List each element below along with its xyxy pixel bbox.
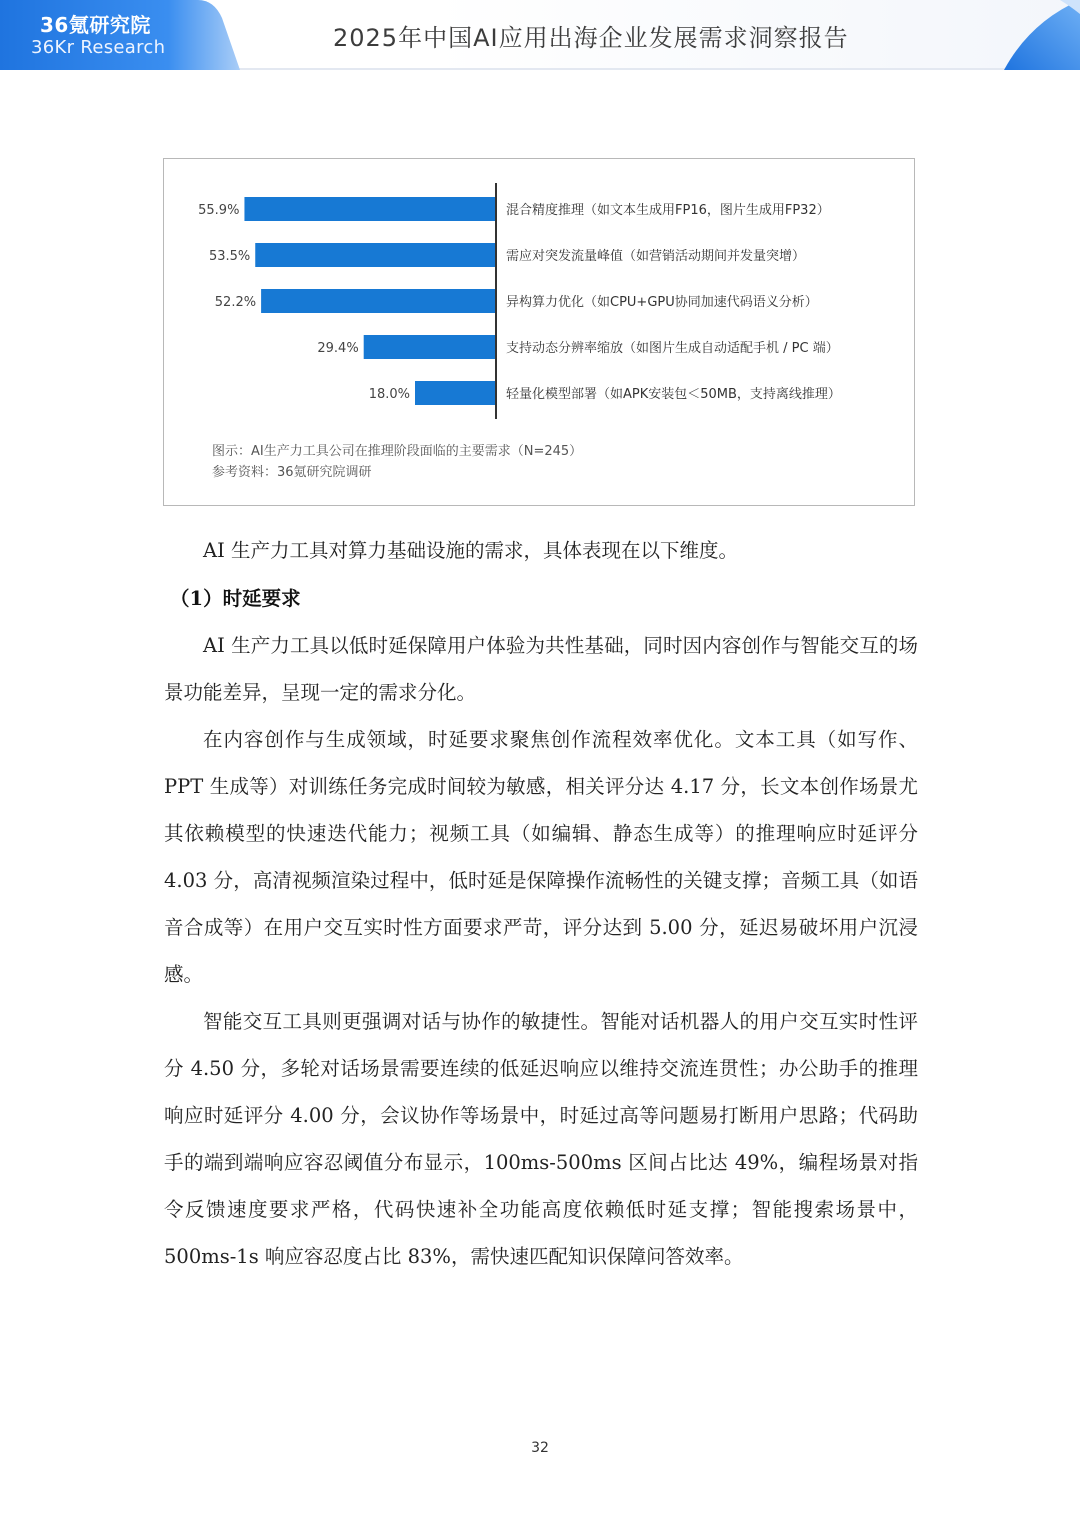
- bar-value-label: 53.5%: [208, 249, 251, 264]
- section-heading: （1）时延要求: [170, 587, 301, 610]
- intro-paragraph-block: [164, 527, 918, 574]
- body-paragraph: 智能交互工具则更强调对话与协作的敏捷性。智能对话机器人的用户交互实时性评分 4.50 分，多轮对话场景需要连续的低延迟响应以维持交流连贯性；办公助手的推理响应时延评分 4.00 分，会议协作等场景中，时延过高等问题易打断用户思路；代码助手的端到端响应容忍阈值分布显示，100ms-500ms 区间占比达 49%，编程场景对指令反馈速度要求严格，代码快速补全功能高度依赖低时延支撑；智能搜索场景中，500ms-1s 响应容忍度占比 83%，需快速匹配知识保障问答效率。: [164, 1010, 918, 1268]
- bar-category-label: 需应对突发流量峰值（如营销活动期间并发量突增）: [506, 249, 806, 264]
- brand-name-cn: 36氪研究院: [40, 13, 151, 37]
- report-title: 2025年中国AI应用出海企业发展需求洞察报告: [333, 24, 849, 52]
- chart-bar: [255, 243, 496, 267]
- body-paragraph: AI 生产力工具以低时延保障用户体验为共性基础，同时因内容创作与智能交互的场景功能差异，呈现一定的需求分化。: [164, 634, 918, 704]
- body-paragraph: 在内容创作与生成领域，时延要求聚焦创作流程效率优化。文本工具（如写作、PPT 生成等）对训练任务完成时间较为敏感，相关评分达 4.17 分，长文本创作场景尤其依赖模型的快速迭代能力；视频工具（如编辑、静态生成等）的推理响应时延评分 4.03 分，高清视频渲染过程中，低时延是保障操作流畅性的关键支撑；音频工具（如语音合成等）在用户交互实时性方面要求严苛，评分达到 5.00 分，延迟易破坏用户沉浸感。: [164, 728, 918, 986]
- bar-chart: [164, 159, 914, 429]
- chart-bar: [261, 289, 496, 313]
- bar-value-label: 52.2%: [214, 295, 257, 310]
- chart-figure: [163, 158, 915, 506]
- intro-paragraph: AI 生产力工具对算力基础设施的需求，具体表现在以下维度。: [203, 539, 738, 562]
- page-number: 32: [531, 1440, 549, 1456]
- bar-category-label: 轻量化模型部署（如APK安装包＜50MB，支持离线推理）: [506, 387, 841, 402]
- bar-category-label: 支持动态分辨率缩放（如图片生成自动适配手机 / PC 端）: [506, 341, 839, 356]
- chart-bar: [415, 381, 496, 405]
- bars-group: [198, 197, 841, 405]
- bar-value-label: 55.9%: [198, 203, 240, 218]
- header-corner-shape: [1000, 0, 1080, 70]
- bar-category-label: 异构算力优化（如CPU+GPU协同加速代码语义分析）: [506, 295, 818, 310]
- chart-bar: [244, 197, 496, 221]
- page-header: [0, 0, 1080, 70]
- chart-bar: [364, 335, 496, 359]
- brand-name-en: 36Kr Research: [31, 37, 166, 58]
- bar-category-label: 混合精度推理（如文本生成用FP16，图片生成用FP32）: [506, 203, 830, 218]
- figure-title: 图示：AI生产力工具公司在推理阶段面临的主要需求（N=245）: [212, 444, 583, 459]
- figure-source: 参考资料：36氪研究院调研: [212, 465, 372, 480]
- bar-value-label: 29.4%: [317, 341, 359, 356]
- body-paragraphs: [164, 622, 918, 1280]
- bar-value-label: 18.0%: [368, 387, 410, 402]
- figure-caption: [212, 441, 582, 483]
